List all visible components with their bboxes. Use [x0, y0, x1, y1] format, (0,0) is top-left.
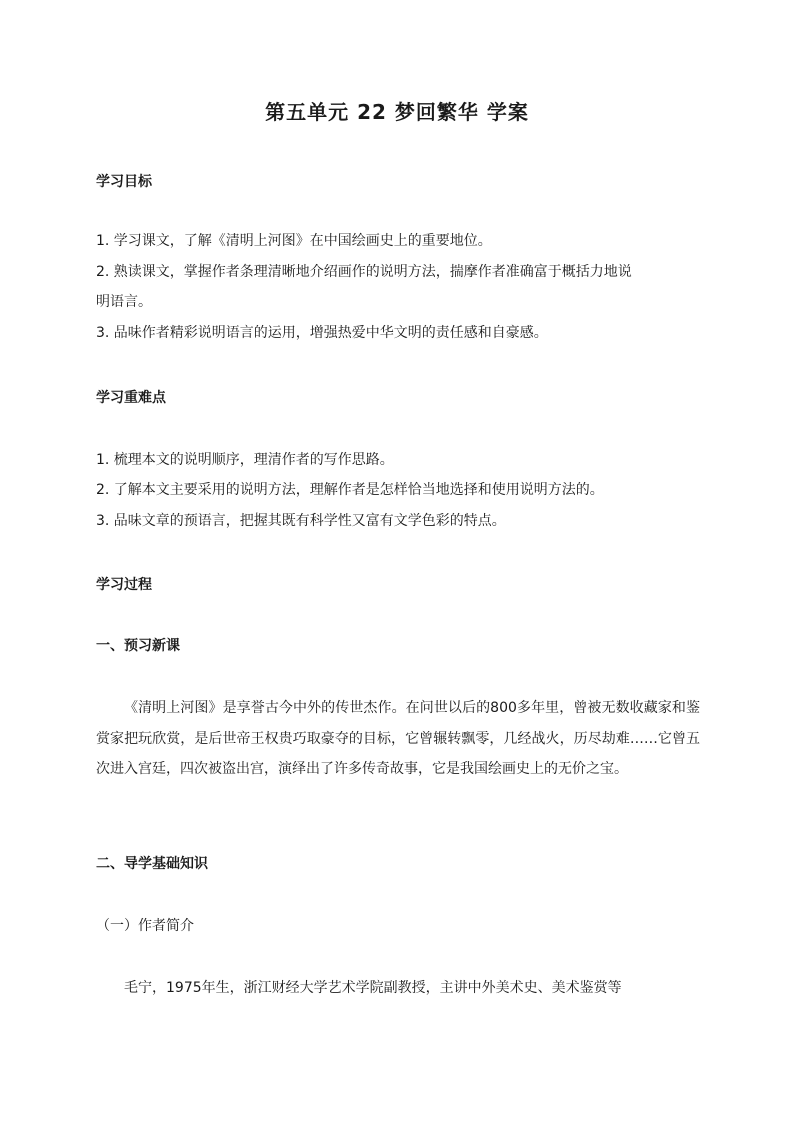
section-heading-goals: 学习目标 — [96, 174, 152, 190]
section-heading-basics: 二、导学基础知识 — [96, 856, 208, 872]
key-point-item-1: 1. 梳理本文的说明顺序，理清作者的写作思路。 — [96, 452, 394, 468]
key-point-item-3: 3. 品味文章的预语言，把握其既有科学性又富有文学色彩的特点。 — [96, 513, 506, 529]
preview-paragraph: 《清明上河图》是享誉古今中外的传世杰作。在问世以后的800多年里，曾被无数收藏家和鉴赏家把玩欣赏，是后世帝王权贵巧取豪夺的目标，它曾辗转飘零，几经战火，历尽劫难……它曾五次进入宫廷，四次被盗出宫，演绎出了许多传奇故事，它是我国绘画史上的无价之宝。 — [96, 700, 700, 778]
section-heading-process: 学习过程 — [96, 577, 152, 593]
section-heading-key-points: 学习重难点 — [96, 390, 166, 406]
section-heading-preview: 一、预习新课 — [96, 638, 180, 654]
document-title: 第五单元 22 梦回繁华 学案 — [265, 100, 529, 124]
author-intro-paragraph: 毛宁，1975年生，浙江财经大学艺术学院副教授，主讲中外美术史、美术鉴赏等 — [124, 980, 622, 996]
goal-item-2-continued: 明语言。 — [96, 294, 152, 310]
goal-item-3: 3. 品味作者精彩说明语言的运用，增强热爱中华文明的责任感和自豪感。 — [96, 325, 548, 341]
subheading-author-intro: （一）作者简介 — [96, 918, 194, 934]
key-point-item-2: 2. 了解本文主要采用的说明方法，理解作者是怎样恰当地选择和使用说明方法的。 — [96, 482, 604, 498]
goal-item-2: 2. 熟读课文，掌握作者条理清晰地介绍画作的说明方法，揣摩作者准确富于概括力地说 — [96, 264, 632, 280]
goal-item-1: 1. 学习课文，了解《清明上河图》在中国绘画史上的重要地位。 — [96, 233, 492, 249]
